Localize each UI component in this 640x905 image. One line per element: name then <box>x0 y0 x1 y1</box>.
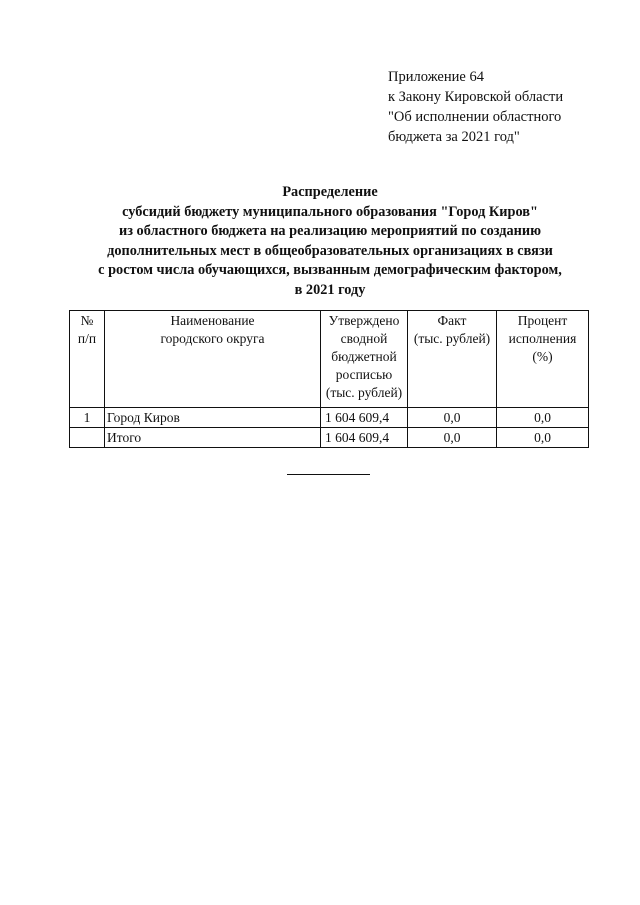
separator-line <box>287 474 370 475</box>
title-line: Распределение <box>282 184 378 200</box>
header-name: Наименование городского округа <box>105 311 321 408</box>
header-percent: Процент исполнения (%) <box>497 311 589 408</box>
cell-name: Город Киров <box>105 408 321 428</box>
cell-num <box>70 428 105 448</box>
cell-fact: 0,0 <box>408 408 497 428</box>
title-line: субсидий бюджету муниципального образования "Город Киров" <box>122 203 538 220</box>
header-num: № п/п <box>70 311 105 408</box>
cell-approved: 1 604 609,4 <box>321 428 408 448</box>
appendix-line: "Об исполнении областного <box>388 109 562 125</box>
appendix-line: к Закону Кировской области <box>388 89 564 105</box>
appendix-line: бюджета за 2021 год" <box>388 129 520 145</box>
title-line: дополнительных мест в общеобразовательных организациях в связи <box>107 242 553 259</box>
table-row <box>70 408 589 428</box>
table-header-row <box>70 311 589 408</box>
subsidy-table <box>69 310 589 448</box>
cell-approved: 1 604 609,4 <box>321 408 408 428</box>
document-title <box>40 183 620 300</box>
cell-fact: 0,0 <box>408 428 497 448</box>
cell-percent: 0,0 <box>497 428 589 448</box>
title-line: из областного бюджета на реализацию мероприятий по созданию <box>118 223 541 239</box>
title-line: с ростом числа обучающихся, вызванным демографическим фактором, <box>98 262 562 278</box>
title-line: в 2021 году <box>294 281 366 298</box>
cell-percent: 0,0 <box>497 408 589 428</box>
appendix-reference <box>388 67 563 147</box>
header-approved: Утверждено сводной бюджетной росписью (тыс. рублей) <box>321 311 408 408</box>
header-fact: Факт (тыс. рублей) <box>408 311 497 408</box>
cell-num: 1 <box>70 408 105 428</box>
cell-name: Итого <box>105 428 321 448</box>
table-total-row <box>70 428 589 448</box>
appendix-line: Приложение 64 <box>388 69 484 85</box>
